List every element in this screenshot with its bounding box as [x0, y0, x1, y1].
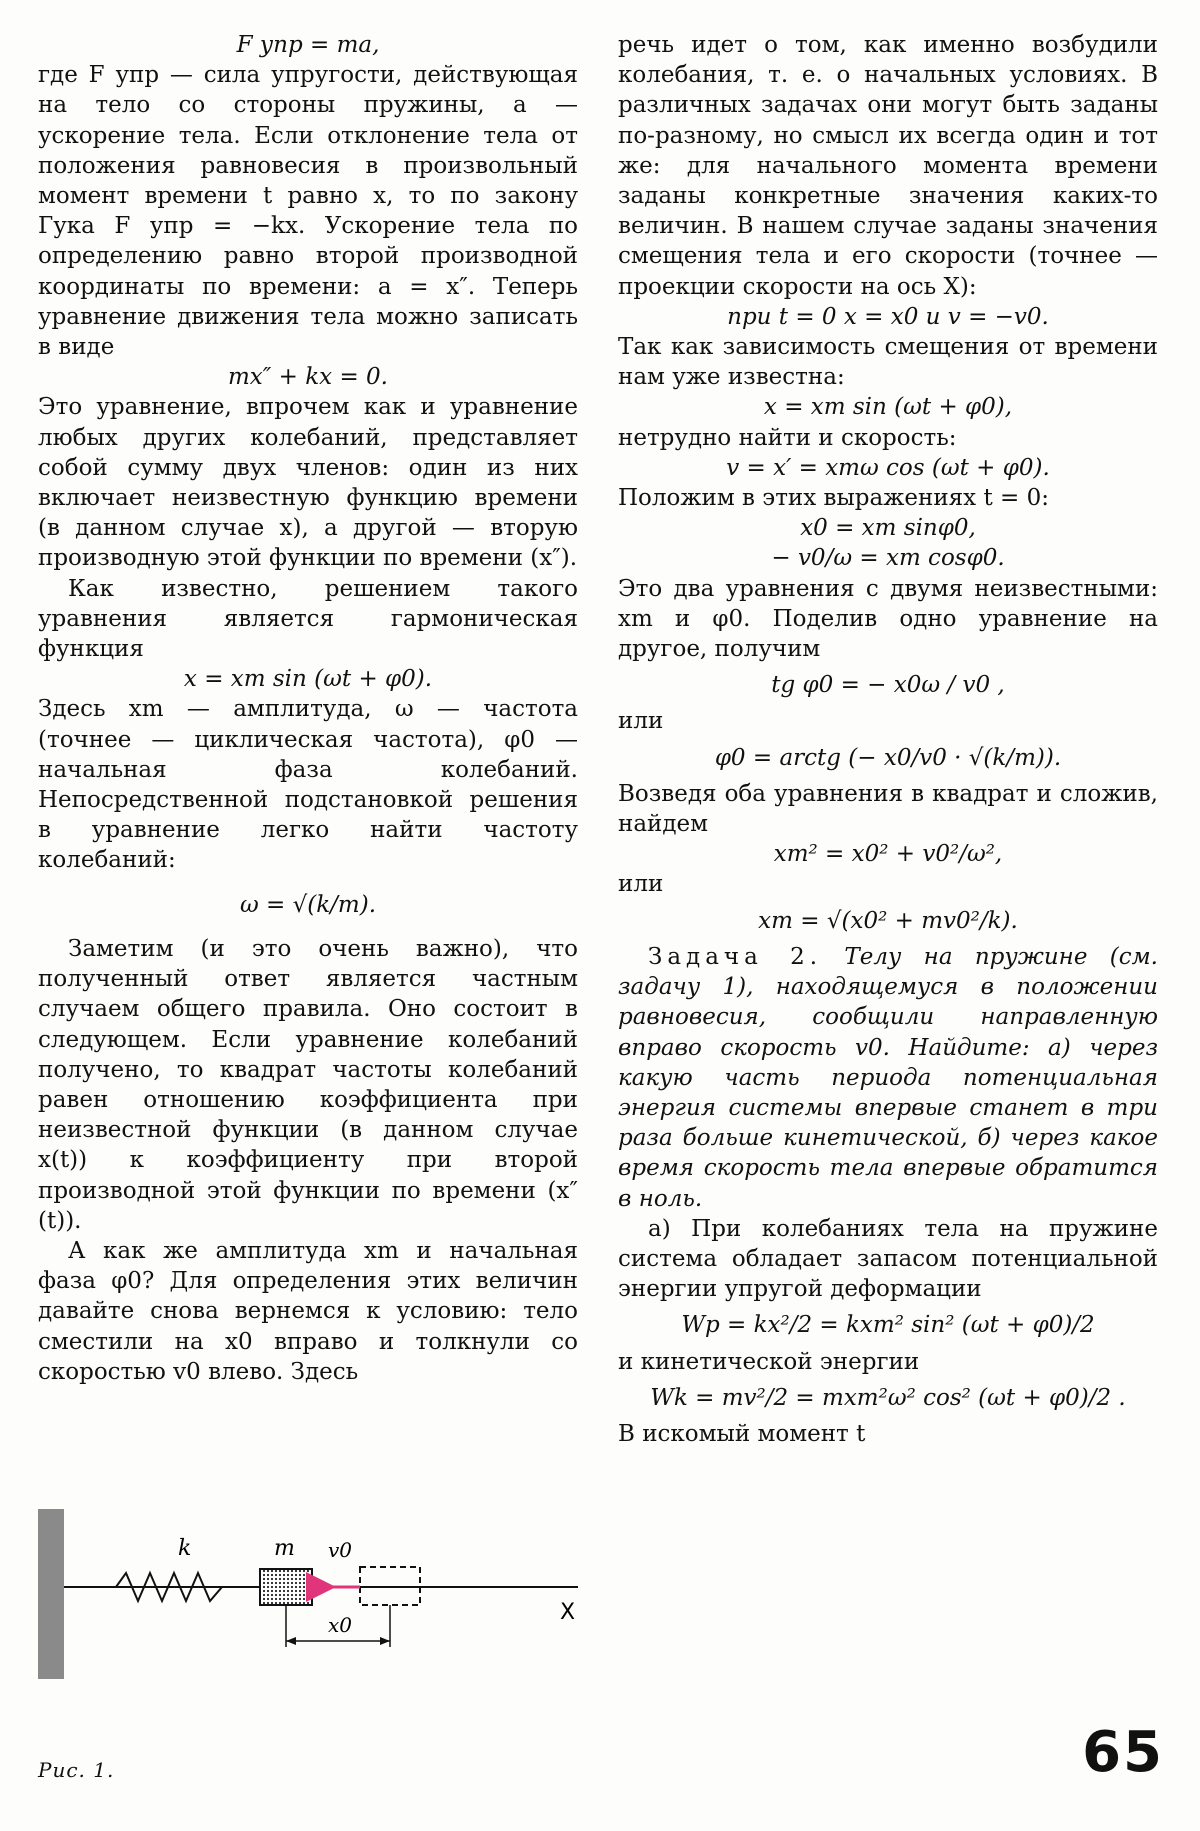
paragraph: а) При колебаниях тела на пружине система обладает запасом потенциальной энергии упругой деформации: [618, 1215, 1158, 1303]
formula-xm-squared: xm² = x0² + v0²/ω²,: [773, 841, 1003, 868]
formula-xm: xm = √(x0² + mv0²/k).: [758, 907, 1018, 934]
task-text: Телу на пружине (см. задачу 1), находящемуся в положении равновесия, сообщили направленную вправо скорость v0. Найдите: а) через какую часть периода потенциальная энергия системы впервые станет в три раза больше кинетической, б) через какое время скорость тела впервые обратится в ноль.: [618, 943, 1158, 1212]
formula-x: x = xm sin (ωt + φ0),: [763, 394, 1013, 421]
formula-x0: x0 = xm sinφ0,: [800, 515, 976, 542]
paragraph: Здесь xm — амплитуда, ω — частота (точнее — циклическая частота), φ0 — начальная фаза колебаний. Непосредственной подстановкой решения в уравнение легко найти частоту колебаний:: [38, 696, 578, 874]
x0-arrow-left: [286, 1637, 296, 1645]
spring-mass-figure: [38, 1505, 598, 1685]
paragraph: Это два уравнения с двумя неизвестными: xm и φ0. Поделив одно уравнение на другое, получим: [618, 575, 1158, 663]
left-column: [38, 30, 578, 1387]
right-column: [618, 30, 1158, 1449]
formula-newton: F упр = ma,: [236, 32, 380, 58]
label-v0: v0: [328, 1538, 353, 1562]
formula-motion: mx″ + kx = 0.: [227, 364, 388, 391]
formula-v: v = x′ = xmω cos (ωt + φ0).: [726, 454, 1050, 481]
paragraph: Это уравнение, впрочем как и уравнение любых других колебаний, представляет собой сумму двух членов: один из них включает неизвестную функцию времени (в данном случае x), а другой — вторую производную этой функции по времени (x″).: [38, 394, 578, 572]
paragraph: Возведя оба уравнения в квадрат и сложив, найдем: [618, 780, 1158, 838]
paragraph: нетрудно найти и скорость:: [618, 424, 957, 451]
figure-caption: Рис. 1.: [38, 1758, 115, 1782]
label-k: k: [178, 1536, 192, 1561]
formula-initial: при t = 0 x = x0 и v = −v0.: [727, 303, 1049, 330]
formula-tg: tg φ0 = − x0ω / v0 ,: [771, 672, 1005, 699]
x0-arrow-right: [380, 1637, 390, 1645]
label-axis-x: X: [560, 1600, 576, 1625]
paragraph: и кинетической энергии: [618, 1348, 920, 1375]
formula-wk: Wk = mv²/2 = mxm²ω² cos² (ωt + φ0)/2 .: [650, 1384, 1126, 1411]
label-m: m: [274, 1536, 295, 1561]
wall: [38, 1509, 64, 1679]
mass-block: [260, 1569, 312, 1605]
page-number: 65: [1082, 1720, 1164, 1785]
formula-harmonic: x = xm sin (ωt + φ0).: [183, 666, 433, 693]
label-x0: x0: [328, 1613, 353, 1637]
formula-v0: − v0/ω = xm cosφ0.: [771, 545, 1005, 572]
paragraph: А как же амплитуда xm и начальная фаза φ0? Для определения этих величин давайте снова вернемся к условию: тело сместили на x0 вправо и толкнули со скоростью v0 влево. Здесь: [38, 1237, 578, 1385]
paragraph: где F упр — сила упругости, действующая на тело со стороны пружины, a — ускорение тела. Если отклонение тела от положения равновесия в произвольный момент времени t равно x, то по закону Гука F упр = −kx. Ускорение тела по определению равно второй производной координаты по времени: a = x″. Теперь уравнение движения тела можно записать в виде: [38, 62, 578, 361]
formula-omega: ω = √(k/m).: [239, 891, 377, 918]
paragraph: Заметим (и это очень важно), что полученный ответ является частным случаем общего правила. Оно состоит в следующем. Если уравнение колебаний получено, то квадрат частоты колебаний равен отношению коэффициента при неизвестной функции (в данном случае x(t)) к коэффициенту при второй производной этой функции по времени (x″(t)).: [38, 935, 578, 1234]
paragraph: Как известно, решением такого уравнения является гармоническая функция: [38, 575, 578, 663]
paragraph: речь идет о том, как именно возбудили колебания, т. е. о начальных условиях. В различных задачах они могут быть заданы по-разному, но смысл их всегда один и тот же: для начального момента времени заданы конкретные значения каких-то величин. В нашем случае заданы значения смещения тела и его скорости (точнее — проекции скорости на ось X):: [618, 32, 1158, 300]
paragraph: Так как зависимость смещения от времени нам уже известна:: [618, 334, 1158, 391]
task-label: Задача 2.: [648, 943, 823, 970]
paragraph: В искомый момент t: [618, 1420, 866, 1447]
task-2: [618, 942, 1158, 1214]
or-word: или: [618, 871, 664, 898]
formula-arctg: φ0 = arctg (− x0/v0 · √(k/m)).: [714, 744, 1062, 771]
formula-wp: Wp = kx²/2 = kxm² sin² (ωt + φ0)/2: [681, 1312, 1095, 1339]
or-word: или: [618, 708, 664, 735]
paragraph: Положим в этих выражениях t = 0:: [618, 485, 1049, 512]
